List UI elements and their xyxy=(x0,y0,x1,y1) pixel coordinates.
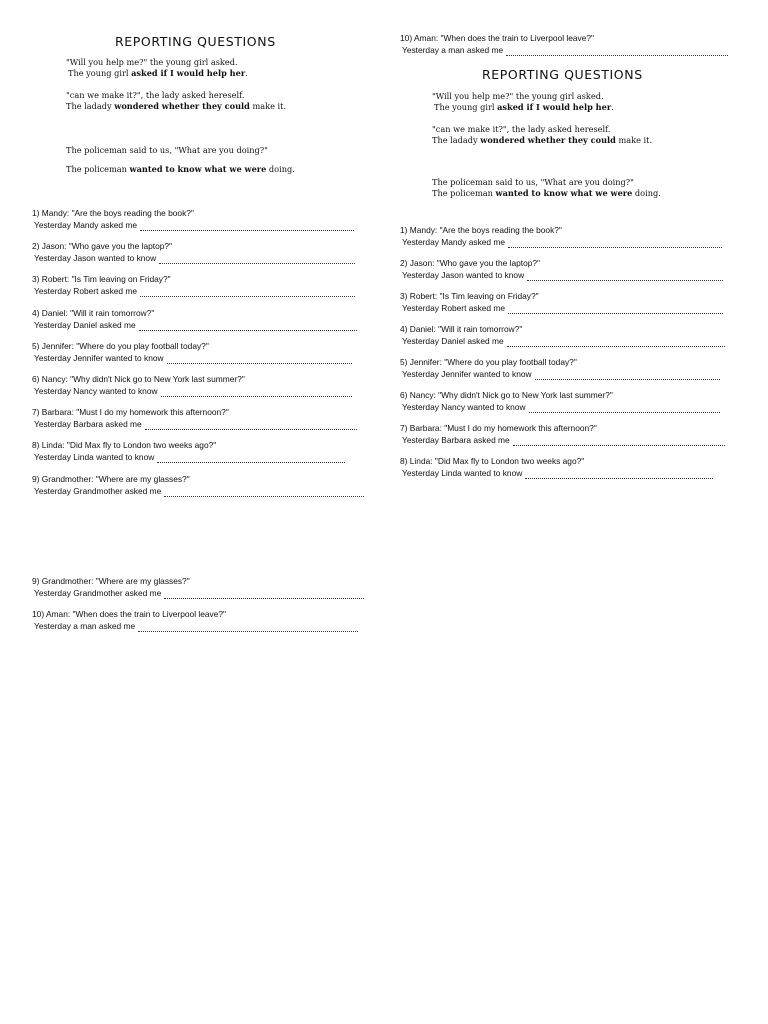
example-3-right xyxy=(432,177,661,199)
example-1-left xyxy=(66,57,248,79)
question-item: 3) Robert: "Is Tim leaving on Friday?" Yesterday Robert asked me xyxy=(400,290,723,314)
answer-line[interactable] xyxy=(513,437,725,446)
question-item: 4) Daniel: "Will it rain tomorrow?" Yesterday Daniel asked me xyxy=(400,323,725,347)
answer-line[interactable] xyxy=(164,488,364,497)
example-direct: "can we make it?", the lady asked hereself. xyxy=(66,90,245,100)
question-item: 10) Aman: "When does the train to Liverpool leave?" Yesterday a man asked me xyxy=(32,608,358,632)
answer-line[interactable] xyxy=(164,590,364,599)
question-item: 3) Robert: "Is Tim leaving on Friday?" Yesterday Robert asked me xyxy=(32,273,355,297)
question-item: 1) Mandy: "Are the boys reading the book?" Yesterday Mandy asked me xyxy=(400,224,722,248)
question-item: 9) Grandmother: "Where are my glasses?" Yesterday Grandmother asked me xyxy=(32,473,364,497)
answer-line[interactable] xyxy=(157,454,345,463)
answer-line[interactable] xyxy=(138,623,358,632)
question-item: 8) Linda: "Did Max fly to London two weeks ago?" Yesterday Linda wanted to know xyxy=(32,439,345,463)
page-title-right: REPORTING QUESTIONS xyxy=(482,67,643,82)
answer-line[interactable] xyxy=(139,322,357,331)
answer-line[interactable] xyxy=(527,272,723,281)
answer-line[interactable] xyxy=(140,222,354,231)
question-item: 5) Jennifer: "Where do you play football today?" Yesterday Jennifer wanted to know xyxy=(400,356,720,380)
example-reported: The young girl asked if I would help her. xyxy=(68,68,248,78)
answer-line[interactable] xyxy=(508,305,723,314)
question-item: 6) Nancy: "Why didn't Nick go to New York last summer?" Yesterday Nancy wanted to know xyxy=(400,389,720,413)
answer-line[interactable] xyxy=(508,239,722,248)
example-2-left xyxy=(66,90,286,112)
answer-line[interactable] xyxy=(535,371,720,380)
question-item: 1) Mandy: "Are the boys reading the book?" Yesterday Mandy asked me xyxy=(32,207,354,231)
example-2-right xyxy=(432,124,652,146)
question-item: 2) Jason: "Who gave you the laptop?" Yesterday Jason wanted to know xyxy=(32,240,355,264)
answer-line[interactable] xyxy=(161,388,352,397)
question-item: 6) Nancy: "Why didn't Nick go to New York last summer?" Yesterday Nancy wanted to know xyxy=(32,373,352,397)
answer-line[interactable] xyxy=(525,470,713,479)
answer-line[interactable] xyxy=(159,255,355,264)
example-direct: "Will you help me?" the young girl asked. xyxy=(432,91,604,101)
example-reported: The policeman wanted to know what we were doing. xyxy=(432,188,661,198)
answer-line[interactable] xyxy=(506,47,728,56)
question-item: 7) Barbara: "Must I do my homework this afternoon?" Yesterday Barbara asked me xyxy=(400,422,725,446)
example-3-reported-left: The policeman wanted to know what we were doing. xyxy=(66,164,295,174)
example-reported: The ladady wondered whether they could make it. xyxy=(432,135,653,145)
example-3-direct-left: The policeman said to us, "What are you doing?" xyxy=(66,145,268,155)
question-item: 9) Grandmother: "Where are my glasses?" Yesterday Grandmother asked me xyxy=(32,575,364,599)
question-item: 2) Jason: "Who gave you the laptop?" Yesterday Jason wanted to know xyxy=(400,257,723,281)
example-direct: "can we make it?", the lady asked hereself. xyxy=(432,124,611,134)
question-item: 10) Aman: "When does the train to Liverpool leave?" Yesterday a man asked me xyxy=(400,32,728,56)
question-item: 7) Barbara: "Must I do my homework this afternoon?" Yesterday Barbara asked me xyxy=(32,406,357,430)
example-1-right xyxy=(432,91,614,113)
answer-line[interactable] xyxy=(140,288,355,297)
example-direct: "Will you help me?" the young girl asked. xyxy=(66,57,238,67)
answer-line[interactable] xyxy=(167,355,352,364)
answer-line[interactable] xyxy=(145,421,357,430)
answer-line[interactable] xyxy=(507,338,725,347)
question-item: 4) Daniel: "Will it rain tomorrow?" Yesterday Daniel asked me xyxy=(32,307,357,331)
example-reported: The ladady wondered whether they could make it. xyxy=(66,101,287,111)
example-direct: The policeman said to us, "What are you doing?" xyxy=(432,177,634,187)
answer-line[interactable] xyxy=(529,404,720,413)
page-title-left: REPORTING QUESTIONS xyxy=(115,34,276,49)
example-reported: The young girl asked if I would help her. xyxy=(434,102,614,112)
question-item: 8) Linda: "Did Max fly to London two weeks ago?" Yesterday Linda wanted to know xyxy=(400,455,713,479)
question-item: 5) Jennifer: "Where do you play football today?" Yesterday Jennifer wanted to know xyxy=(32,340,352,364)
